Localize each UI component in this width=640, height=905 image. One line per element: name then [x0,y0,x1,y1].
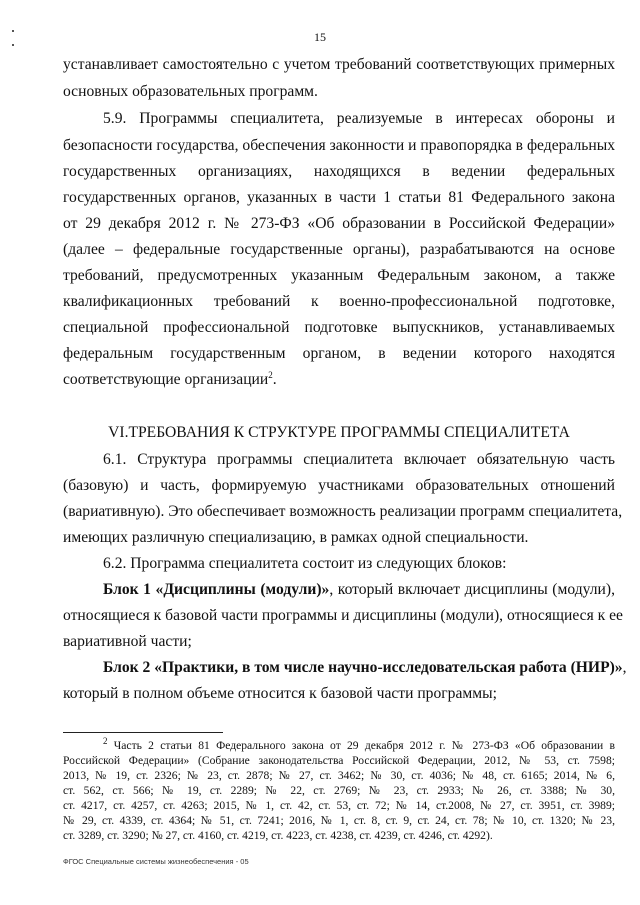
footnote-line: ст. 3289, ст. 3290; № 27, ст. 4160, ст. 4219, ст. 4223, ст. 4238, ст. 4239, ст. 4246, ст. 4292). [63,829,493,842]
block1-title: Блок 1 «Дисциплины (модули)» [103,581,330,598]
block1-text: , который включает дисциплины (модули), [329,581,615,598]
paragraph-text: соответствующие организации [63,371,269,388]
paragraph-line [103,580,615,600]
paragraph-line: государственных организациях, находящихся в ведении федеральных [63,163,615,180]
paragraph-line [63,370,615,390]
paragraph-line: требований, предусмотренных указанным Федеральным законом, а также [63,267,615,284]
paragraph-line: (базовую) и часть, формируемую участниками образовательных отношений [63,477,615,494]
footnote-line: 2013, № 19, ст. 2326; № 23, ст. 2878; № 27, ст. 3462; № 30, ст. 4036; № 48, ст. 6165; 2014, № 6, [63,769,615,782]
section-heading: VI.ТРЕБОВАНИЯ К СТРУКТУРЕ ПРОГРАММЫ СПЕЦИАЛИТЕТА [108,424,570,441]
footnote-reference: 2 [268,369,273,380]
paragraph-line: который в полном объеме относится к базовой части программы; [63,685,497,702]
period: . [272,371,277,388]
paragraph-line: (вариативную). Это обеспечивает возможность реализации программ специалитета, [63,503,623,520]
paragraph-line: 6.2. Программа специалитета состоит из следующих блоков: [103,555,507,572]
paragraph-line: 6.1. Структура программы специалитета включает обязательную часть [103,451,615,468]
paragraph-line: специальной профессиональной подготовке выпускников, устанавливаемых [63,319,615,336]
paragraph-line: устанавливает самостоятельно с учетом требований соответствующих примерных [63,56,615,73]
footnote-line: Российской Федерации» (Собрание законодательства Российской Федерации, 2012, № 53, ст. 7598; [63,754,615,767]
page-number: 15 [314,30,326,44]
paragraph-line: квалификационных требований к военно-профессиональной подготовке, [63,293,615,310]
paragraph-line [103,658,627,678]
footnote-line: ст. 4217, ст. 4257, ст. 4263; 2015, № 1, ст. 42, ст. 53, ст. 72; № 14, ст.2008, № 27, ст. 3951, ст. 3989; [63,799,615,812]
block2-text: , [622,659,627,676]
paragraph-line: федеральным государственным органом, в ведении которого находятся [63,345,615,362]
document-footer: ФГОС Специальные системы жизнеобеспечения - 05 [63,857,249,866]
paragraph-line: безопасности государства, обеспечения законности и правопорядка в федеральных [63,137,615,154]
paragraph-line: вариативной части; [63,633,192,650]
paragraph-line: государственных органов, указанных в части 1 статьи 81 Федерального закона [63,189,615,206]
footnote-line: ст. 562, ст. 566; № 19, ст. 2289; № 22, ст. 2769; № 23, ст. 2933; № 26, ст. 3388; № 30, [63,784,615,797]
block2-title: Блок 2 «Практики, в том числе научно-исследовательская работа (НИР)» [103,659,623,676]
footnote-text: Часть 2 статьи 81 Федерального закона от 29 декабря 2012 г. № 273-ФЗ «Об образовании в [107,739,615,752]
footnote-line: № 29, ст. 4339, ст. 4364; № 51, ст. 7241; 2016, № 1, ст. 8, ст. 9, ст. 24, ст. 78; № 10, ст. 1320; № 23, [63,814,615,827]
paragraph-line: основных образовательных программ. [63,83,318,100]
footnote-separator [63,732,223,733]
paragraph-line: (далее – федеральные государственные органы), разрабатываются на основе [63,241,615,258]
paragraph-line: 5.9. Программы специалитета, реализуемые в интересах обороны и [103,110,615,127]
paragraph-line: имеющих различную специализацию, в рамках одной специальности. [63,529,529,546]
paragraph-line: от 29 декабря 2012 г. № 273-ФЗ «Об образовании в Российской Федерации» [63,215,615,232]
footnote-line [103,736,615,753]
footnote-marker: 2 [103,736,108,747]
paragraph-line: относящиеся к базовой части программы и дисциплины (модули), относящиеся к ее [63,607,623,624]
